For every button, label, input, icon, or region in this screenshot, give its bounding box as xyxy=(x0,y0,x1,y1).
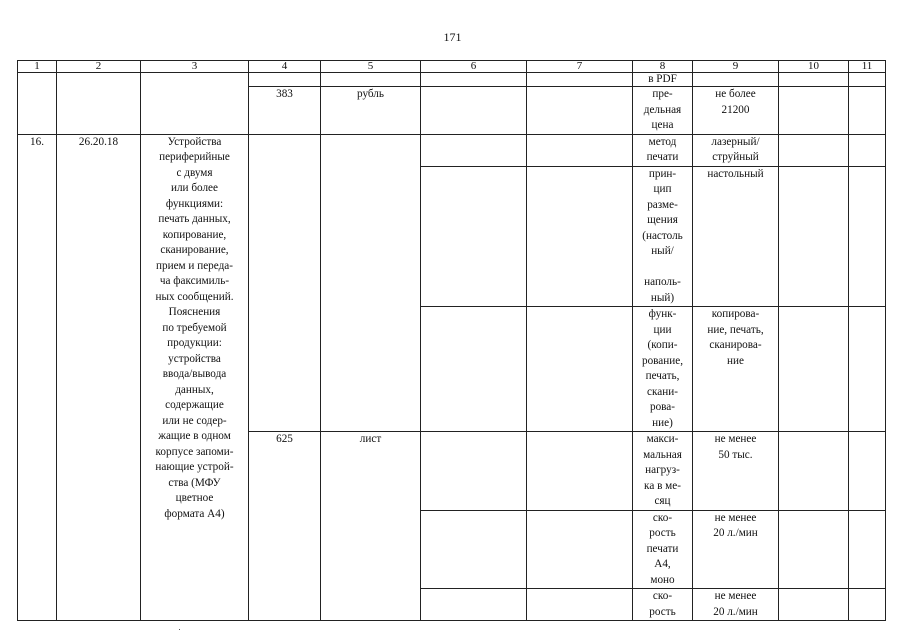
cell xyxy=(527,87,633,135)
cell xyxy=(527,166,633,307)
cell xyxy=(57,73,141,135)
unit-cell: лист xyxy=(321,432,421,621)
characteristic-cell: пре- дельная цена xyxy=(633,87,693,135)
col-header-11: 11 xyxy=(849,61,886,73)
cell xyxy=(527,432,633,511)
col-header-9: 9 xyxy=(693,61,779,73)
cell xyxy=(527,134,633,166)
cell xyxy=(849,87,886,135)
cell xyxy=(779,589,849,621)
cell xyxy=(527,307,633,432)
characteristic-cell: прин- цип разме- щения (настоль ный/ наполь- ный) xyxy=(633,166,693,307)
cell xyxy=(849,510,886,589)
value-cell: не более 21200 xyxy=(693,87,779,135)
table-row xyxy=(18,134,886,166)
cell xyxy=(421,134,527,166)
page-number: 171 xyxy=(443,30,462,44)
cell xyxy=(849,73,886,87)
cell xyxy=(421,73,527,87)
col-header-6: 6 xyxy=(421,61,527,73)
cell xyxy=(527,510,633,589)
cell xyxy=(421,307,527,432)
cell xyxy=(421,87,527,135)
table-row xyxy=(18,73,886,87)
okei-code-cell: 383 xyxy=(249,87,321,135)
characteristic-cell: макси- мальная нагруз- ка в ме- сяц xyxy=(633,432,693,511)
cell xyxy=(779,87,849,135)
value-cell: не менее 20 л./мин xyxy=(693,589,779,621)
cell xyxy=(779,432,849,511)
okei-code-cell xyxy=(249,134,321,432)
col-header-2: 2 xyxy=(57,61,141,73)
value-cell: не менее 20 л./мин xyxy=(693,510,779,589)
cell xyxy=(849,166,886,307)
characteristic-cell: в PDF xyxy=(633,73,693,87)
characteristic-cell: метод печати xyxy=(633,134,693,166)
cell xyxy=(527,73,633,87)
cell xyxy=(849,134,886,166)
characteristic-cell: ско- рость печати А4, моно xyxy=(633,510,693,589)
characteristic-cell: функ- ции (копи- рование, печать, скани- рова- ние) xyxy=(633,307,693,432)
item-description: Устройства периферийные с двумя или более функциями: печать данных, копирование, сканирование, прием и переда- ча факсимиль- ных сообщений. Пояснения по требуемой продукции: устройства ввода/вывода данных, содержащие или не содер- жащие в одном корпусе запоми- нающие устрой- ства (МФУ цветное формата А4) xyxy=(141,134,249,621)
cell xyxy=(849,432,886,511)
cell xyxy=(321,73,421,87)
specification-table xyxy=(17,60,886,621)
cell xyxy=(249,73,321,87)
col-header-4: 4 xyxy=(249,61,321,73)
value-cell: настольный xyxy=(693,166,779,307)
value-cell: не менее 50 тыс. xyxy=(693,432,779,511)
cell xyxy=(849,307,886,432)
cell xyxy=(779,307,849,432)
header-row xyxy=(18,61,886,73)
cell xyxy=(141,73,249,135)
okpd2-code: 26.20.18 xyxy=(57,134,141,621)
unit-cell: рубль xyxy=(321,87,421,135)
scan-speck xyxy=(179,629,180,630)
cell xyxy=(849,589,886,621)
cell xyxy=(421,166,527,307)
cell xyxy=(18,73,57,135)
value-cell: лазерный/ струйный xyxy=(693,134,779,166)
col-header-8: 8 xyxy=(633,61,693,73)
col-header-7: 7 xyxy=(527,61,633,73)
cell xyxy=(421,510,527,589)
cell xyxy=(421,589,527,621)
col-header-3: 3 xyxy=(141,61,249,73)
cell xyxy=(779,166,849,307)
okei-code-cell: 625 xyxy=(249,432,321,621)
characteristic-cell: ско- рость xyxy=(633,589,693,621)
cell xyxy=(779,134,849,166)
item-number: 16. xyxy=(18,134,57,621)
value-cell xyxy=(693,73,779,87)
cell xyxy=(779,510,849,589)
col-header-5: 5 xyxy=(321,61,421,73)
unit-cell xyxy=(321,134,421,432)
col-header-1: 1 xyxy=(18,61,57,73)
cell xyxy=(779,73,849,87)
cell xyxy=(421,432,527,511)
cell xyxy=(527,589,633,621)
col-header-10: 10 xyxy=(779,61,849,73)
value-cell: копирова- ние, печать, сканирова- ние xyxy=(693,307,779,432)
